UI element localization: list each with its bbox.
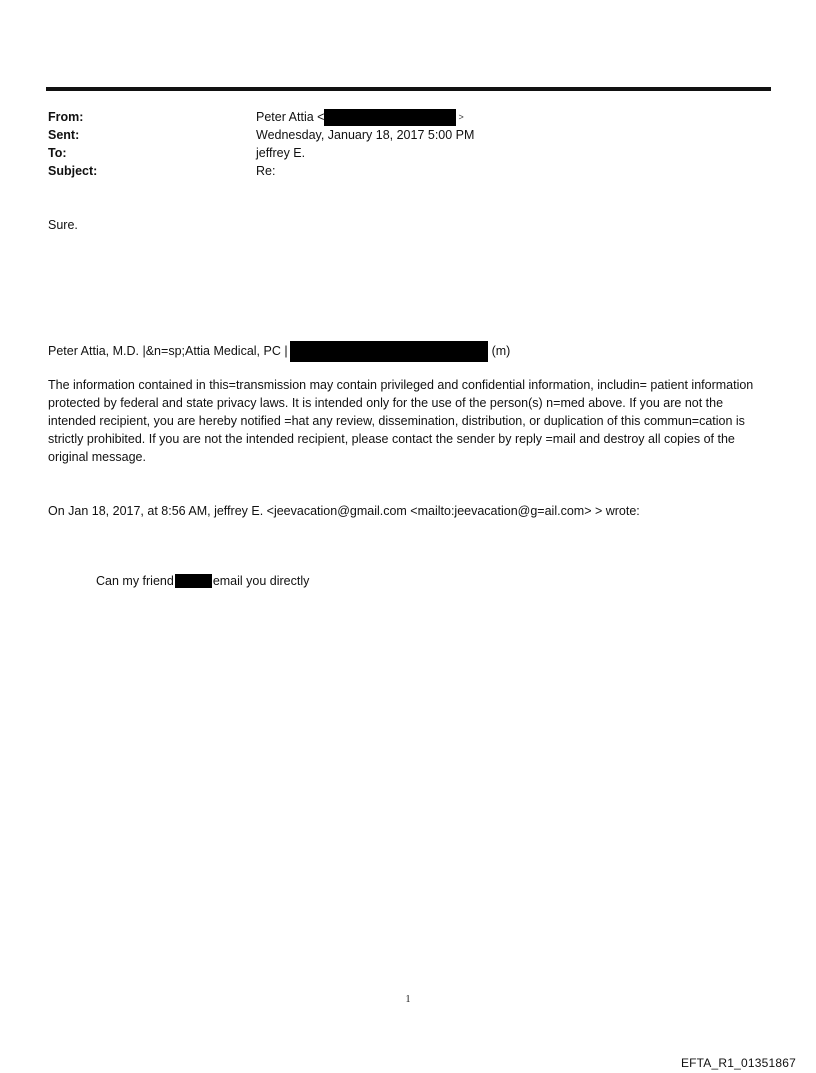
subject-label: Subject: xyxy=(48,164,98,178)
reply-text: Sure. xyxy=(48,218,78,232)
signature-text: Peter Attia, M.D. |&n=sp;Attia Medical, PC | xyxy=(48,344,288,358)
redaction-bar xyxy=(290,341,488,362)
from-value xyxy=(256,109,464,126)
to-label: To: xyxy=(48,146,67,160)
to-value: jeffrey E. xyxy=(256,146,306,160)
from-label: From: xyxy=(48,110,84,124)
email-signature xyxy=(48,340,510,362)
sent-value: Wednesday, January 18, 2017 5:00 PM xyxy=(256,128,475,142)
to-row xyxy=(48,144,768,162)
sender-name: Peter Attia < xyxy=(256,110,325,124)
quoted-message-header: On Jan 18, 2017, at 8:56 AM, jeffrey E. <jeevacation@gmail.com <mailto:jeevacation@g=ail.com> > wrote: xyxy=(48,504,640,518)
header-divider xyxy=(46,87,771,91)
signature-mobile-label: (m) xyxy=(491,344,511,358)
email-header xyxy=(48,108,768,180)
subject-row xyxy=(48,162,768,180)
document-id: EFTA_R1_01351867 xyxy=(680,1056,796,1070)
quoted-text-start: Can my friend xyxy=(96,574,174,588)
sent-row xyxy=(48,126,768,144)
quoted-message xyxy=(96,574,309,588)
sender-address-end: > xyxy=(458,112,464,122)
confidentiality-disclaimer: The information contained in this=transmission may contain privileged and confidential information, includin= patient information protected by federal and state privacy laws. It is intended only for the use of the person(s) n=med above. If you are not the intended recipient, you are hereby notified =hat any review, dissemination, distribution, or duplication of this commun=cation is strictly prohibited. If you are not the intended recipient, please contact the sender by reply =mail and destroy all copies of the original message. xyxy=(48,378,754,464)
sent-label: Sent: xyxy=(48,128,80,142)
page-number: 1 xyxy=(405,994,411,1005)
redaction-bar xyxy=(324,109,456,126)
quoted-text-end: email you directly xyxy=(212,574,310,588)
subject-value: Re: xyxy=(256,164,276,178)
redaction-bar xyxy=(175,574,212,588)
from-row xyxy=(48,108,768,126)
